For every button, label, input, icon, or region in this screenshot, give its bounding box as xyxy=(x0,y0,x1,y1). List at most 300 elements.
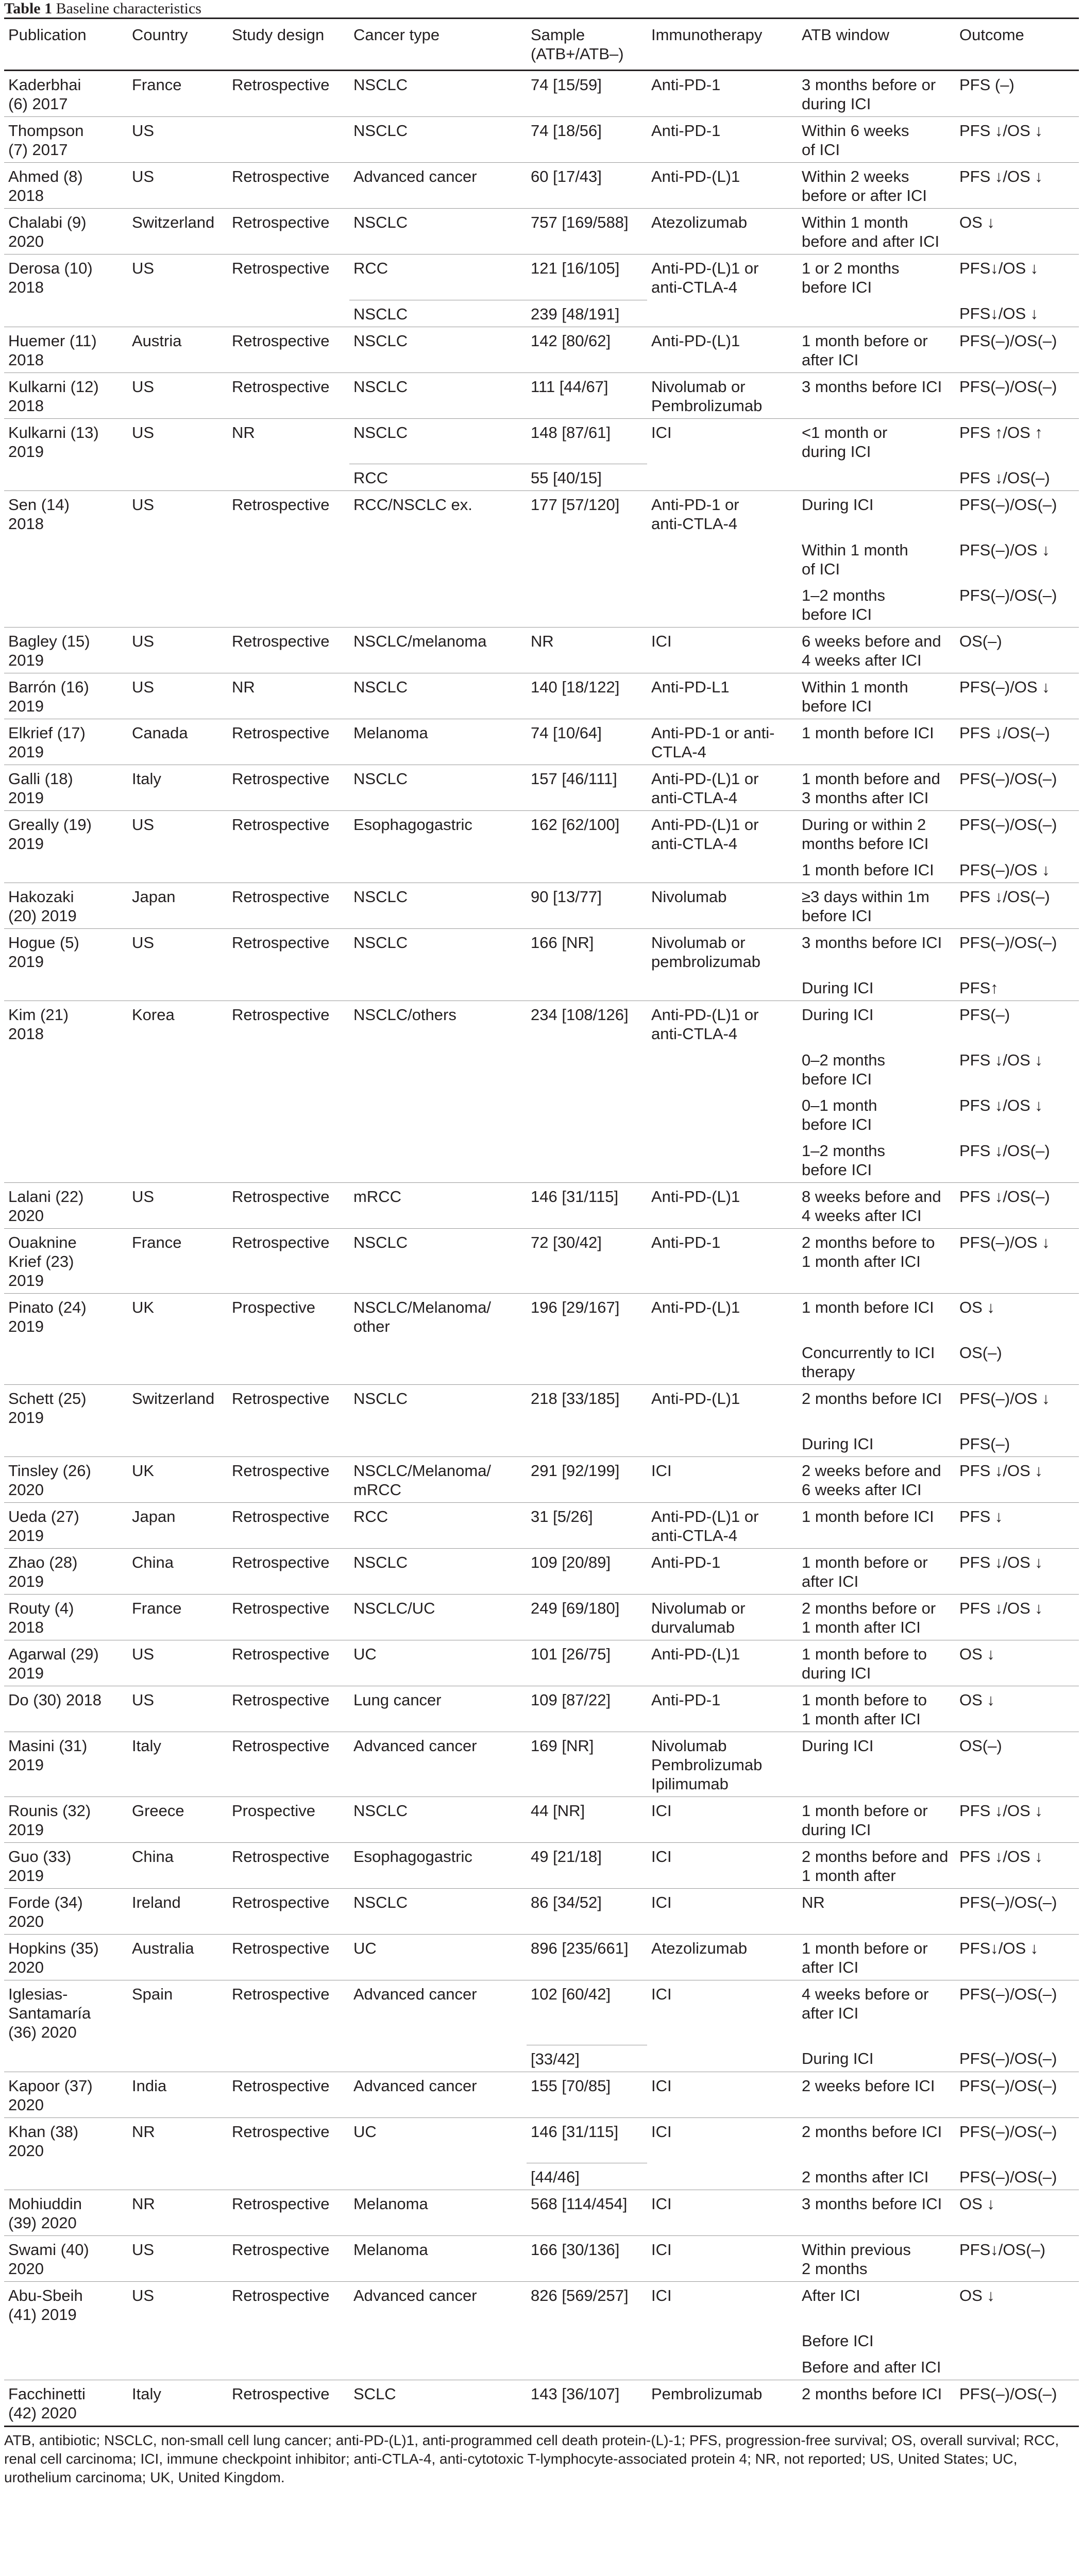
cell-study-design: Retrospective xyxy=(228,2282,349,2328)
cell-outcome: OS(–) xyxy=(959,1344,1002,1362)
cell-immunotherapy: ICI xyxy=(647,2117,798,2163)
cell-sample: 101 [26/75] xyxy=(527,1640,647,1686)
cell-country xyxy=(128,582,228,628)
cell-cancer-type: Advanced cancer xyxy=(349,2072,527,2117)
cell-sample xyxy=(527,1092,647,1137)
cell-outcome: PFS↓/OS ↓ xyxy=(959,304,1039,323)
cell-outcome: OS ↓ xyxy=(955,1294,1079,1340)
cell-outcome: PFS(–)/OS(–) xyxy=(955,811,1079,857)
cell-cancer-type: NSCLC xyxy=(349,929,527,975)
table-row xyxy=(4,1797,1079,1843)
cell-atb-window: 3 months before ICI xyxy=(798,2190,955,2236)
cell-country: UK xyxy=(128,1294,228,1340)
cell-cancer-type xyxy=(349,1046,527,1092)
cell-immunotherapy: ICI xyxy=(647,2190,798,2236)
cell-sample: 162 [62/100] xyxy=(527,811,647,857)
cell-outcome: PFS(–)/OS ↓ xyxy=(955,673,1079,719)
table-row xyxy=(4,536,1079,582)
cell-immunotherapy: Anti-PD-(L)1 or anti-CTLA-4 xyxy=(647,811,798,857)
cell-outcome: PFS ↓/OS ↓ xyxy=(955,1797,1079,1843)
cell-cancer-type xyxy=(349,1137,527,1183)
cell-immunotherapy: Anti-PD-(L)1 xyxy=(647,1385,798,1431)
cell-atb-window: 6 weeks before and 4 weeks after ICI xyxy=(798,628,955,673)
cell-outcome xyxy=(955,2327,1079,2353)
cell-publication: Abu-Sbeih (41) 2019 xyxy=(4,2282,128,2328)
cell-cancer-type xyxy=(349,2327,527,2353)
cell-atb-window: 3 months before ICI xyxy=(798,372,955,418)
table-footnote: ATB, antibiotic; NSCLC, non-small cell lung cancer; anti-PD-(L)1, anti-programmed cell death protein-(L)-1; PFS, progression-free survival; OS, overall survival; RCC, renal cell carcinoma; ICI, immune checkpoint inhibitor; anti-CTLA-4, anti-cytotoxic T-lymphocyte-associated protein 4; NR, not reported; US, United States; UC, urothelium carcinoma; UK, United Kingdom. xyxy=(4,2432,1059,2485)
cell-sample: 155 [70/85] xyxy=(527,2072,647,2117)
cell-cancer-type xyxy=(349,974,527,1001)
table-row xyxy=(4,673,1079,719)
cell-sample: 166 [30/136] xyxy=(527,2236,647,2282)
cell-sample xyxy=(527,974,647,1001)
table-row xyxy=(4,1385,1079,1431)
cell-study-design: Retrospective xyxy=(228,883,349,929)
cell-study-design: Retrospective xyxy=(228,1229,349,1294)
cell-study-design: Retrospective xyxy=(228,1549,349,1595)
cell-sample: 49 [21/18] xyxy=(527,1843,647,1889)
cell-outcome: PFS↓/OS ↓ xyxy=(955,255,1079,300)
cell-atb-window: 1 month before or after ICI xyxy=(798,327,955,372)
table-row xyxy=(4,209,1079,255)
cell-study-design: Retrospective xyxy=(228,491,349,537)
cell-cancer-type: mRCC xyxy=(349,1183,527,1229)
cell-atb-window: During ICI xyxy=(802,979,874,997)
cell-country: US xyxy=(128,1686,228,1732)
cell-atb-window: 2 months after ICI xyxy=(802,2167,929,2186)
table-row xyxy=(4,883,1079,929)
table-row xyxy=(4,1294,1079,1340)
cell-atb-window: 2 months before ICI xyxy=(798,2380,955,2427)
cell-immunotherapy: Anti-PD-1 xyxy=(647,117,798,163)
cell-cancer-type: Advanced cancer xyxy=(349,2282,527,2328)
cell-cancer-type: Lung cancer xyxy=(349,1686,527,1732)
cell-study-design: Retrospective xyxy=(228,2117,349,2163)
table-row xyxy=(4,163,1079,209)
table-caption xyxy=(4,0,1079,18)
cell-study-design: Retrospective xyxy=(228,1457,349,1503)
table-row xyxy=(4,1001,1079,1047)
cell-cancer-type: Esophagogastric xyxy=(349,1843,527,1889)
cell-outcome: PFS(–)/OS(–) xyxy=(955,929,1079,975)
table-row xyxy=(4,1640,1079,1686)
cell-immunotherapy: Anti-PD-1 xyxy=(651,76,721,94)
cell-country: Canada xyxy=(128,719,228,765)
cell-atb-window: Within previous 2 months xyxy=(798,2236,955,2282)
cell-sample: 60 [17/43] xyxy=(527,163,647,209)
cell-publication xyxy=(4,2163,128,2190)
cell-outcome: PFS(–)/OS(–) xyxy=(955,2072,1079,2117)
cell-study-design xyxy=(228,300,349,327)
cell-atb-window xyxy=(798,464,955,491)
cell-immunotherapy xyxy=(647,300,798,327)
cell-outcome: PFS ↓/OS(–) xyxy=(959,468,1050,487)
cell-atb-window: During ICI xyxy=(802,1435,874,1453)
cell-country xyxy=(128,856,228,883)
cell-sample: 196 [29/167] xyxy=(527,1294,647,1340)
table-row xyxy=(4,71,1079,117)
cell-publication: Agarwal (29) 2019 xyxy=(4,1640,128,1686)
cell-sample: 169 [NR] xyxy=(527,1732,647,1797)
cell-study-design xyxy=(228,536,349,582)
cell-immunotherapy: Anti-PD-(L)1 xyxy=(647,1183,798,1229)
cell-publication: Barrón (16) 2019 xyxy=(4,673,128,719)
cell-sample: 121 [16/105] xyxy=(527,255,647,300)
cell-publication: Kaderbhai (6) 2017 xyxy=(8,76,81,113)
cell-outcome: PFS(–)/OS ↓ xyxy=(959,861,1050,879)
table-row xyxy=(4,372,1079,418)
cell-atb-window: <1 month or during ICI xyxy=(798,418,955,464)
cell-cancer-type: NSCLC/UC xyxy=(349,1595,527,1640)
cell-publication: Lalani (22) 2020 xyxy=(4,1183,128,1229)
cell-atb-window: Concurrently to ICI therapy xyxy=(802,1344,935,1381)
cell-publication: Do (30) 2018 xyxy=(4,1686,128,1732)
cell-outcome: PFS(–)/OS(–) xyxy=(959,2167,1057,2186)
cell-country: Italy xyxy=(128,765,228,811)
cell-atb-window: 3 months before or during ICI xyxy=(802,76,936,113)
col-header-publication: Publication xyxy=(8,26,87,44)
cell-publication: Khan (38) 2020 xyxy=(4,2117,128,2163)
cell-atb-window: Within 2 weeks before or after ICI xyxy=(798,163,955,209)
cell-outcome: PFS ↑/OS ↑ xyxy=(955,418,1079,464)
cell-outcome: OS ↓ xyxy=(955,2282,1079,2328)
cell-atb-window: Before and after ICI xyxy=(802,2358,941,2376)
cell-country xyxy=(128,1092,228,1137)
table-row xyxy=(4,464,1079,491)
cell-immunotherapy xyxy=(647,2353,798,2380)
cell-publication: Schett (25) 2019 xyxy=(4,1385,128,1431)
cell-study-design: NR xyxy=(228,673,349,719)
table-row xyxy=(4,1549,1079,1595)
cell-cancer-type: NSCLC/melanoma xyxy=(349,628,527,673)
cell-immunotherapy: ICI xyxy=(647,1889,798,1935)
cell-atb-window: 1 month before or during ICI xyxy=(798,1797,955,1843)
table-row xyxy=(4,1980,1079,2045)
cell-immunotherapy: Pembrolizumab xyxy=(647,2380,798,2427)
cell-country: China xyxy=(128,1843,228,1889)
cell-country xyxy=(128,974,228,1001)
cell-outcome: OS(–) xyxy=(955,628,1079,673)
cell-sample xyxy=(527,1046,647,1092)
cell-country: US xyxy=(128,2236,228,2282)
cell-atb-window: During ICI xyxy=(798,1001,955,1047)
cell-study-design: Retrospective xyxy=(232,76,330,94)
cell-country xyxy=(128,536,228,582)
cell-outcome: PFS(–)/OS(–) xyxy=(955,1889,1079,1935)
cell-atb-window: 1 month before or after ICI xyxy=(798,1935,955,1980)
table-body xyxy=(4,71,1079,2427)
cell-country: France xyxy=(128,1595,228,1640)
cell-cancer-type: Advanced cancer xyxy=(349,1732,527,1797)
cell-sample: 74 [15/59] xyxy=(531,76,602,94)
cell-cancer-type: UC xyxy=(349,2117,527,2163)
cell-outcome: OS(–) xyxy=(955,1732,1079,1797)
cell-atb-window: 1 month before ICI xyxy=(802,861,934,879)
cell-outcome: PFS(–)/OS(–) xyxy=(955,327,1079,372)
cell-cancer-type xyxy=(349,536,527,582)
table-row xyxy=(4,1046,1079,1092)
cell-atb-window: During ICI xyxy=(802,2049,874,2067)
cell-immunotherapy: ICI xyxy=(647,1980,798,2045)
cell-sample: NR xyxy=(527,628,647,673)
cell-country xyxy=(128,1137,228,1183)
table-row xyxy=(4,2380,1079,2427)
cell-study-design xyxy=(228,2045,349,2072)
cell-sample: 757 [169/588] xyxy=(527,209,647,255)
cell-publication: Guo (33) 2019 xyxy=(4,1843,128,1889)
cell-immunotherapy xyxy=(647,1092,798,1137)
cell-study-design: Retrospective xyxy=(228,1183,349,1229)
table-header-row xyxy=(4,19,1079,71)
cell-atb-window: 2 months before and 1 month after xyxy=(798,1843,955,1889)
cell-immunotherapy: Anti-PD-L1 xyxy=(647,673,798,719)
cell-country: US xyxy=(128,418,228,464)
cell-immunotherapy xyxy=(647,974,798,1001)
cell-country: US xyxy=(128,811,228,857)
cell-immunotherapy: ICI xyxy=(647,1457,798,1503)
cell-atb-window: 1–2 months before ICI xyxy=(802,586,885,623)
table-row xyxy=(4,2353,1079,2380)
cell-outcome: PFS↓/OS ↓ xyxy=(955,1935,1079,1980)
cell-immunotherapy: Anti-PD-1 or anti- CTLA-4 xyxy=(647,719,798,765)
cell-immunotherapy: Anti-PD-(L)1 or anti-CTLA-4 xyxy=(647,255,798,300)
cell-sample: 109 [20/89] xyxy=(527,1549,647,1595)
table-row xyxy=(4,2327,1079,2353)
cell-immunotherapy: Nivolumab or durvalumab xyxy=(647,1595,798,1640)
cell-publication: Ouaknine Krief (23) 2019 xyxy=(4,1229,128,1294)
cell-publication: Thompson (7) 2017 xyxy=(4,117,128,163)
cell-atb-window: 0–2 months before ICI xyxy=(802,1051,885,1088)
cell-sample: 218 [33/185] xyxy=(527,1385,647,1431)
cell-publication: Swami (40) 2020 xyxy=(4,2236,128,2282)
cell-sample: 234 [108/126] xyxy=(527,1001,647,1047)
table-row xyxy=(4,765,1079,811)
cell-country xyxy=(128,464,228,491)
baseline-characteristics-table xyxy=(4,18,1079,2427)
cell-study-design: Retrospective xyxy=(228,811,349,857)
cell-immunotherapy: Nivolumab Pembrolizumab Ipilimumab xyxy=(647,1732,798,1797)
cell-publication xyxy=(4,1092,128,1137)
cell-immunotherapy: ICI xyxy=(647,628,798,673)
cell-study-design: Retrospective xyxy=(228,1843,349,1889)
cell-outcome: PFS ↓/OS(–) xyxy=(955,719,1079,765)
table-row xyxy=(4,2163,1079,2190)
cell-sample: 72 [30/42] xyxy=(527,1229,647,1294)
cell-outcome xyxy=(955,2353,1079,2380)
cell-cancer-type: RCC/NSCLC ex. xyxy=(349,491,527,537)
cell-outcome: PFS(–)/OS(–) xyxy=(955,765,1079,811)
cell-study-design: Retrospective xyxy=(228,1503,349,1549)
cell-country: Australia xyxy=(128,1935,228,1980)
cell-country: Greece xyxy=(128,1797,228,1843)
cell-publication: Kulkarni (12) 2018 xyxy=(4,372,128,418)
cell-atb-window: Within 1 month before ICI xyxy=(798,673,955,719)
cell-outcome: PFS(–) xyxy=(959,1435,1010,1453)
cell-cancer-type xyxy=(349,1430,527,1457)
cell-cancer-type: NSCLC xyxy=(349,300,527,327)
cell-atb-window: Within 1 month before and after ICI xyxy=(798,209,955,255)
cell-study-design xyxy=(228,974,349,1001)
cell-cancer-type: NSCLC xyxy=(353,76,408,94)
cell-study-design: Retrospective xyxy=(228,1385,349,1431)
cell-country: US xyxy=(128,255,228,300)
cell-cancer-type: RCC xyxy=(349,1503,527,1549)
cell-publication: Sen (14) 2018 xyxy=(4,491,128,537)
cell-sample: 826 [569/257] xyxy=(527,2282,647,2328)
cell-outcome: OS ↓ xyxy=(955,1686,1079,1732)
cell-atb-window: 2 weeks before and 6 weeks after ICI xyxy=(798,1457,955,1503)
cell-sample: 109 [87/22] xyxy=(527,1686,647,1732)
cell-sample xyxy=(527,2327,647,2353)
cell-sample xyxy=(527,536,647,582)
cell-publication xyxy=(4,856,128,883)
cell-sample: 291 [92/199] xyxy=(527,1457,647,1503)
cell-atb-window: 2 months before ICI xyxy=(798,2117,955,2163)
cell-study-design xyxy=(228,582,349,628)
table-row xyxy=(4,1457,1079,1503)
col-header-atb-window: ATB window xyxy=(802,26,889,44)
cell-country xyxy=(128,2045,228,2072)
cell-publication: Hopkins (35) 2020 xyxy=(4,1935,128,1980)
cell-study-design xyxy=(228,1046,349,1092)
table-row xyxy=(4,117,1079,163)
col-header-study-design: Study design xyxy=(232,26,325,44)
table-row xyxy=(4,1229,1079,1294)
cell-cancer-type: UC xyxy=(349,1935,527,1980)
table-row xyxy=(4,929,1079,975)
cell-study-design: Retrospective xyxy=(228,209,349,255)
cell-outcome: OS ↓ xyxy=(955,1640,1079,1686)
cell-immunotherapy: Anti-PD-1 xyxy=(647,1549,798,1595)
col-header-country: Country xyxy=(132,26,188,44)
cell-immunotherapy xyxy=(647,464,798,491)
cell-outcome: PFS ↓/OS ↓ xyxy=(955,1843,1079,1889)
cell-country: US xyxy=(128,1640,228,1686)
cell-publication xyxy=(4,974,128,1001)
cell-country xyxy=(128,2163,228,2190)
cell-study-design: Retrospective xyxy=(228,1595,349,1640)
cell-outcome: PFS(–)/OS(–) xyxy=(955,1980,1079,2045)
cell-publication: Kim (21) 2018 xyxy=(4,1001,128,1047)
cell-outcome: PFS ↓/OS ↓ xyxy=(955,1457,1079,1503)
cell-study-design: Retrospective xyxy=(228,1640,349,1686)
cell-atb-window: During ICI xyxy=(798,491,955,537)
table-caption-text: Baseline characteristics xyxy=(56,0,201,17)
table-row xyxy=(4,2236,1079,2282)
cell-publication: Hogue (5) 2019 xyxy=(4,929,128,975)
cell-immunotherapy xyxy=(647,1137,798,1183)
cell-cancer-type: NSCLC xyxy=(349,372,527,418)
cell-study-design: Retrospective xyxy=(228,929,349,975)
cell-publication: Pinato (24) 2019 xyxy=(4,1294,128,1340)
cell-outcome: PFS ↓/OS ↓ xyxy=(955,163,1079,209)
cell-sample: 90 [13/77] xyxy=(527,883,647,929)
cell-sample: 102 [60/42] xyxy=(527,1980,647,2045)
cell-sample: 568 [114/454] xyxy=(527,2190,647,2236)
cell-atb-window: Within 6 weeks of ICI xyxy=(798,117,955,163)
cell-country: Switzerland xyxy=(128,1385,228,1431)
cell-immunotherapy xyxy=(647,2163,798,2190)
cell-study-design xyxy=(228,2327,349,2353)
cell-country: France xyxy=(132,76,182,94)
cell-study-design xyxy=(228,1430,349,1457)
cell-country: Italy xyxy=(128,1732,228,1797)
table-row xyxy=(4,2117,1079,2163)
cell-cancer-type: NSCLC xyxy=(349,1229,527,1294)
cell-cancer-type: NSCLC xyxy=(349,1385,527,1431)
cell-immunotherapy: Anti-PD-1 xyxy=(647,1229,798,1294)
cell-outcome: PFS ↓/OS ↓ xyxy=(955,1549,1079,1595)
cell-atb-window: During or within 2 months before ICI xyxy=(798,811,955,857)
cell-sample: 74 [18/56] xyxy=(527,117,647,163)
cell-study-design: Retrospective xyxy=(228,1935,349,1980)
cell-outcome: PFS ↓/OS(–) xyxy=(955,1183,1079,1229)
cell-immunotherapy: Anti-PD-(L)1 xyxy=(647,163,798,209)
cell-outcome: PFS ↓/OS ↓ xyxy=(959,1096,1043,1114)
table-row xyxy=(4,2045,1079,2072)
table-row xyxy=(4,1732,1079,1797)
cell-publication: Huemer (11) 2018 xyxy=(4,327,128,372)
cell-country: China xyxy=(128,1549,228,1595)
table-row xyxy=(4,418,1079,464)
cell-immunotherapy: Anti-PD-(L)1 or anti-CTLA-4 xyxy=(647,1001,798,1047)
cell-outcome: OS ↓ xyxy=(955,209,1079,255)
cell-outcome: OS ↓ xyxy=(955,2190,1079,2236)
cell-publication: Tinsley (26) 2020 xyxy=(4,1457,128,1503)
table-row xyxy=(4,1137,1079,1183)
cell-outcome: PFS(–)/OS(–) xyxy=(959,2049,1057,2067)
cell-study-design xyxy=(228,2353,349,2380)
cell-cancer-type xyxy=(349,582,527,628)
cell-cancer-type: NSCLC xyxy=(349,117,527,163)
table-row xyxy=(4,1843,1079,1889)
cell-study-design xyxy=(228,1137,349,1183)
table-row xyxy=(4,628,1079,673)
cell-immunotherapy xyxy=(647,2327,798,2353)
cell-sample: 142 [80/62] xyxy=(527,327,647,372)
cell-atb-window: 1 month before to during ICI xyxy=(798,1640,955,1686)
cell-outcome: PFS (–) xyxy=(959,76,1014,94)
cell-atb-window: 1 month before or after ICI xyxy=(798,1549,955,1595)
cell-cancer-type: NSCLC xyxy=(349,1797,527,1843)
cell-study-design: Retrospective xyxy=(228,255,349,300)
cell-cancer-type xyxy=(349,1339,527,1385)
cell-atb-window: 1 month before and 3 months after ICI xyxy=(798,765,955,811)
cell-outcome: PFS(–)/OS ↓ xyxy=(959,541,1050,559)
cell-cancer-type xyxy=(349,1092,527,1137)
table-row xyxy=(4,1339,1079,1385)
cell-study-design: Prospective xyxy=(228,1797,349,1843)
cell-cancer-type: NSCLC/Melanoma/ other xyxy=(349,1294,527,1340)
cell-publication: Rounis (32) 2019 xyxy=(4,1797,128,1843)
cell-cancer-type xyxy=(349,2353,527,2380)
cell-outcome: PFS ↓/OS ↓ xyxy=(955,1595,1079,1640)
table-row xyxy=(4,2072,1079,2117)
cell-study-design: Retrospective xyxy=(228,765,349,811)
cell-immunotherapy: Anti-PD-1 or anti-CTLA-4 xyxy=(647,491,798,537)
cell-publication: Derosa (10) 2018 xyxy=(4,255,128,300)
table-row xyxy=(4,582,1079,628)
cell-study-design xyxy=(228,2163,349,2190)
cell-atb-window: 1 or 2 months before ICI xyxy=(798,255,955,300)
cell-publication: Bagley (15) 2019 xyxy=(4,628,128,673)
cell-cancer-type: Advanced cancer xyxy=(349,163,527,209)
table-row xyxy=(4,974,1079,1001)
cell-publication: Ahmed (8) 2018 xyxy=(4,163,128,209)
cell-outcome: PFS↑ xyxy=(959,979,999,997)
cell-publication xyxy=(4,582,128,628)
